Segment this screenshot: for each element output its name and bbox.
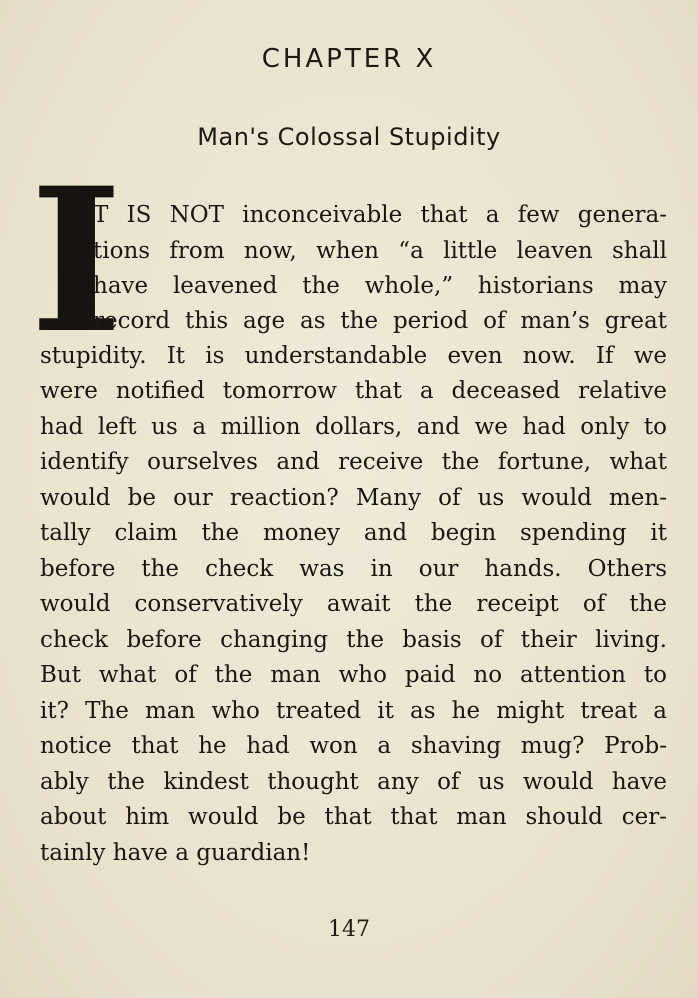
text-line: had left us a million dollars, and we had only to — [40, 414, 667, 440]
text-line: But what of the man who paid no attention to — [40, 662, 667, 688]
chapter-heading: CHAPTER X — [261, 44, 437, 74]
text-line: tions from now, when “a little leaven shall — [93, 238, 667, 264]
text-line: before the check was in our hands. Others — [40, 556, 667, 582]
drop-cap: I — [30, 144, 123, 377]
text-line: stupidity. It is understandable even now. If we — [40, 343, 667, 369]
text-line: about him would be that that man should cer- — [40, 804, 667, 830]
text-line: record this age as the period of man’s great — [93, 308, 667, 334]
text-line: it? The man who treated it as he might treat a — [40, 698, 667, 724]
text-line: were notified tomorrow that a deceased relative — [40, 378, 667, 404]
text-line: would be our reaction? Many of us would men- — [40, 485, 667, 511]
text-line: check before changing the basis of their living. — [40, 627, 667, 653]
text-line: tally claim the money and begin spending it — [40, 520, 667, 546]
page-number: 147 — [328, 917, 370, 942]
text-line: tainly have a guardian! — [40, 840, 311, 866]
chapter-title: Man's Colossal Stupidity — [197, 123, 501, 151]
text-line: T IS NOT inconceivable that a few genera- — [93, 202, 667, 228]
text-line: identify ourselves and receive the fortune, what — [40, 449, 667, 475]
text-line: would conservatively await the receipt of the — [40, 591, 667, 617]
text-line: have leavened the whole,” historians may — [93, 273, 667, 299]
text-line: notice that he had won a shaving mug? Prob- — [40, 733, 667, 759]
text-line: ably the kindest thought any of us would have — [40, 769, 667, 795]
